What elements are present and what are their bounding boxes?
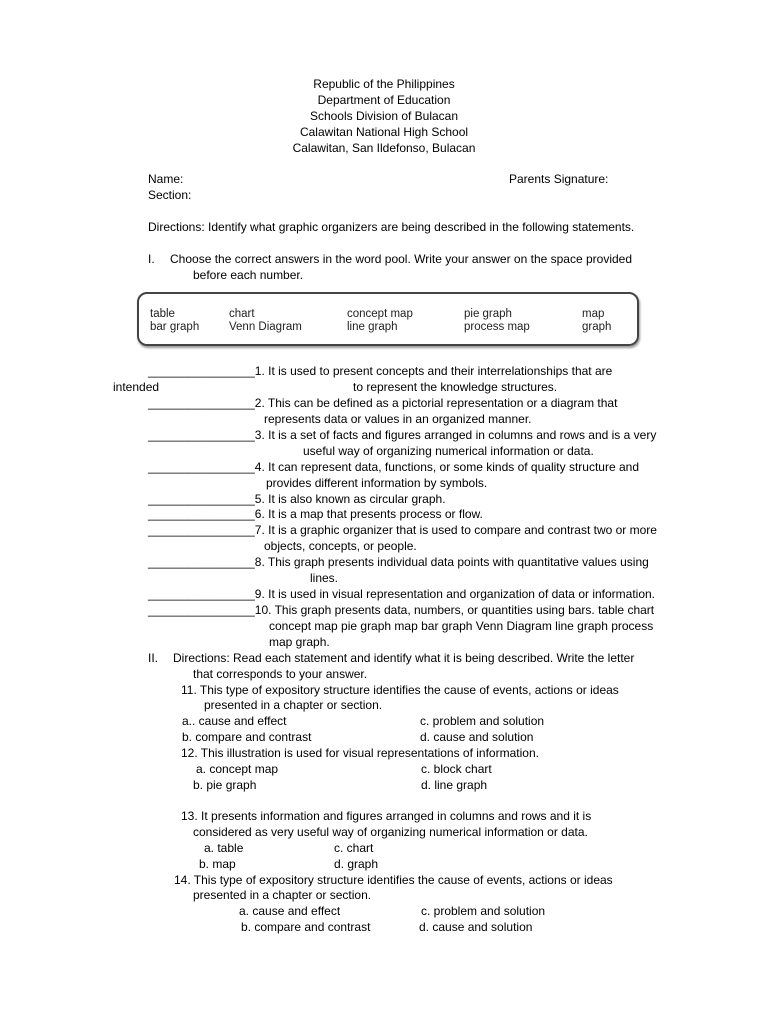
question-9: ________________9. It is used in visual representation and organization of data or information.	[148, 587, 656, 601]
question-1: ________________1. It is used to present concepts and their interrelationships that are	[148, 364, 613, 378]
part1-instruction: Choose the correct answers in the word pool. Write your answer on the space provided	[170, 252, 633, 266]
word-pool-item: table	[150, 308, 175, 320]
question-11-cont: presented in a chapter or section.	[204, 698, 383, 712]
question-6: ________________6. It is a map that presents process or flow.	[148, 507, 483, 521]
question-13-option-b: b. map	[199, 857, 236, 871]
section-label: Section:	[148, 188, 192, 202]
header-division: Schools Division of Bulacan	[309, 109, 459, 123]
question-13-option-d: d. graph	[334, 857, 379, 871]
question-11: 11. This type of expository structure identifies the cause of events, actions or ideas	[181, 683, 619, 697]
question-8: ________________8. This graph presents individual data points with quantitative values using	[148, 555, 649, 569]
question-11-option-b: b. compare and contrast	[182, 730, 312, 744]
word-pool-item: graph	[582, 321, 612, 333]
question-11-option-a: a.. cause and effect	[182, 714, 287, 728]
word-pool-item: line graph	[347, 321, 398, 333]
header-republic: Republic of the Philippines	[313, 77, 455, 91]
question-12: 12. This illustration is used for visual representations of information.	[181, 746, 539, 760]
part1-instruction-cont: before each number.	[193, 268, 304, 282]
question-14-option-c: c. problem and solution	[421, 904, 546, 918]
word-pool-item: bar graph	[150, 321, 200, 333]
word-pool-item: chart	[229, 308, 255, 320]
word-pool-item: process map	[464, 321, 530, 333]
part2-instruction: Directions: Read each statement and identify what it is being described. Write the letter	[173, 651, 635, 665]
question-12-option-b: b. pie graph	[193, 778, 257, 792]
question-10: ________________10. This graph presents data, numbers, or quantities using bars. table chart	[148, 603, 655, 617]
question-14-option-a: a. cause and effect	[239, 904, 341, 918]
question-12-option-a: a. concept map	[196, 762, 279, 776]
question-10-cont: concept map pie graph map bar graph Venn Diagram line graph process	[269, 619, 654, 633]
parents-signature-label: Parents Signature:	[509, 172, 609, 186]
question-4-cont: provides different information by symbols.	[266, 476, 488, 490]
question-14-option-d: d. cause and solution	[419, 920, 533, 934]
part2-numeral: II.	[148, 651, 159, 665]
word-pool-item: pie graph	[464, 308, 512, 320]
question-7-cont: objects, concepts, or people.	[264, 539, 417, 553]
directions: Directions: Identify what graphic organizers are being described in the following statements.	[148, 220, 635, 234]
word-pool-item: Venn Diagram	[229, 321, 302, 333]
question-11-option-c: c. problem and solution	[420, 714, 545, 728]
question-13-cont: considered as very useful way of organizing numerical information or data.	[193, 825, 588, 839]
question-1-cont: to represent the knowledge structures.	[353, 380, 558, 394]
question-2-cont: represents data or values in an organized manner.	[264, 412, 532, 426]
header-address: Calawitan, San Ildefonso, Bulacan	[292, 141, 476, 155]
header-school: Calawitan National High School	[299, 125, 469, 139]
name-label: Name:	[148, 172, 184, 186]
question-13: 13. It presents information and figures arranged in columns and rows and it is	[181, 809, 592, 823]
question-13-option-a: a. table	[204, 841, 244, 855]
question-4: ________________4. It can represent data, functions, or some kinds of quality structure and	[148, 460, 639, 474]
word-pool-item: map	[582, 308, 605, 320]
question-12-option-d: d. line graph	[421, 778, 488, 792]
word-pool-item: concept map	[347, 308, 413, 320]
question-10-cont2: map graph.	[269, 635, 330, 649]
header-department: Department of Education	[317, 93, 451, 107]
question-3-cont: useful way of organizing numerical information or data.	[303, 444, 594, 458]
word-pool-box	[137, 292, 639, 346]
question-3: ________________3. It is a set of facts and figures arranged in columns and rows and is a very	[148, 428, 657, 442]
question-5: ________________5. It is also known as circular graph.	[148, 492, 446, 506]
question-12-option-c: c. block chart	[421, 762, 492, 776]
question-11-option-d: d. cause and solution	[420, 730, 534, 744]
part2-instruction-cont: that corresponds to your answer.	[193, 667, 368, 681]
question-2: ________________2. This can be defined as a pictorial representation or a diagram that	[148, 396, 618, 410]
question-1-intended: intended	[113, 380, 160, 394]
question-14: 14. This type of expository structure identifies the cause of events, actions or ideas	[174, 873, 613, 887]
question-13-option-c: c. chart	[334, 841, 374, 855]
part1-numeral: I.	[148, 252, 155, 266]
question-7: ________________7. It is a graphic organizer that is used to compare and contrast two or more	[148, 523, 657, 537]
question-8-cont: lines.	[310, 571, 339, 585]
question-14-cont: presented in a chapter or section.	[193, 888, 372, 902]
question-14-option-b: b. compare and contrast	[241, 920, 371, 934]
